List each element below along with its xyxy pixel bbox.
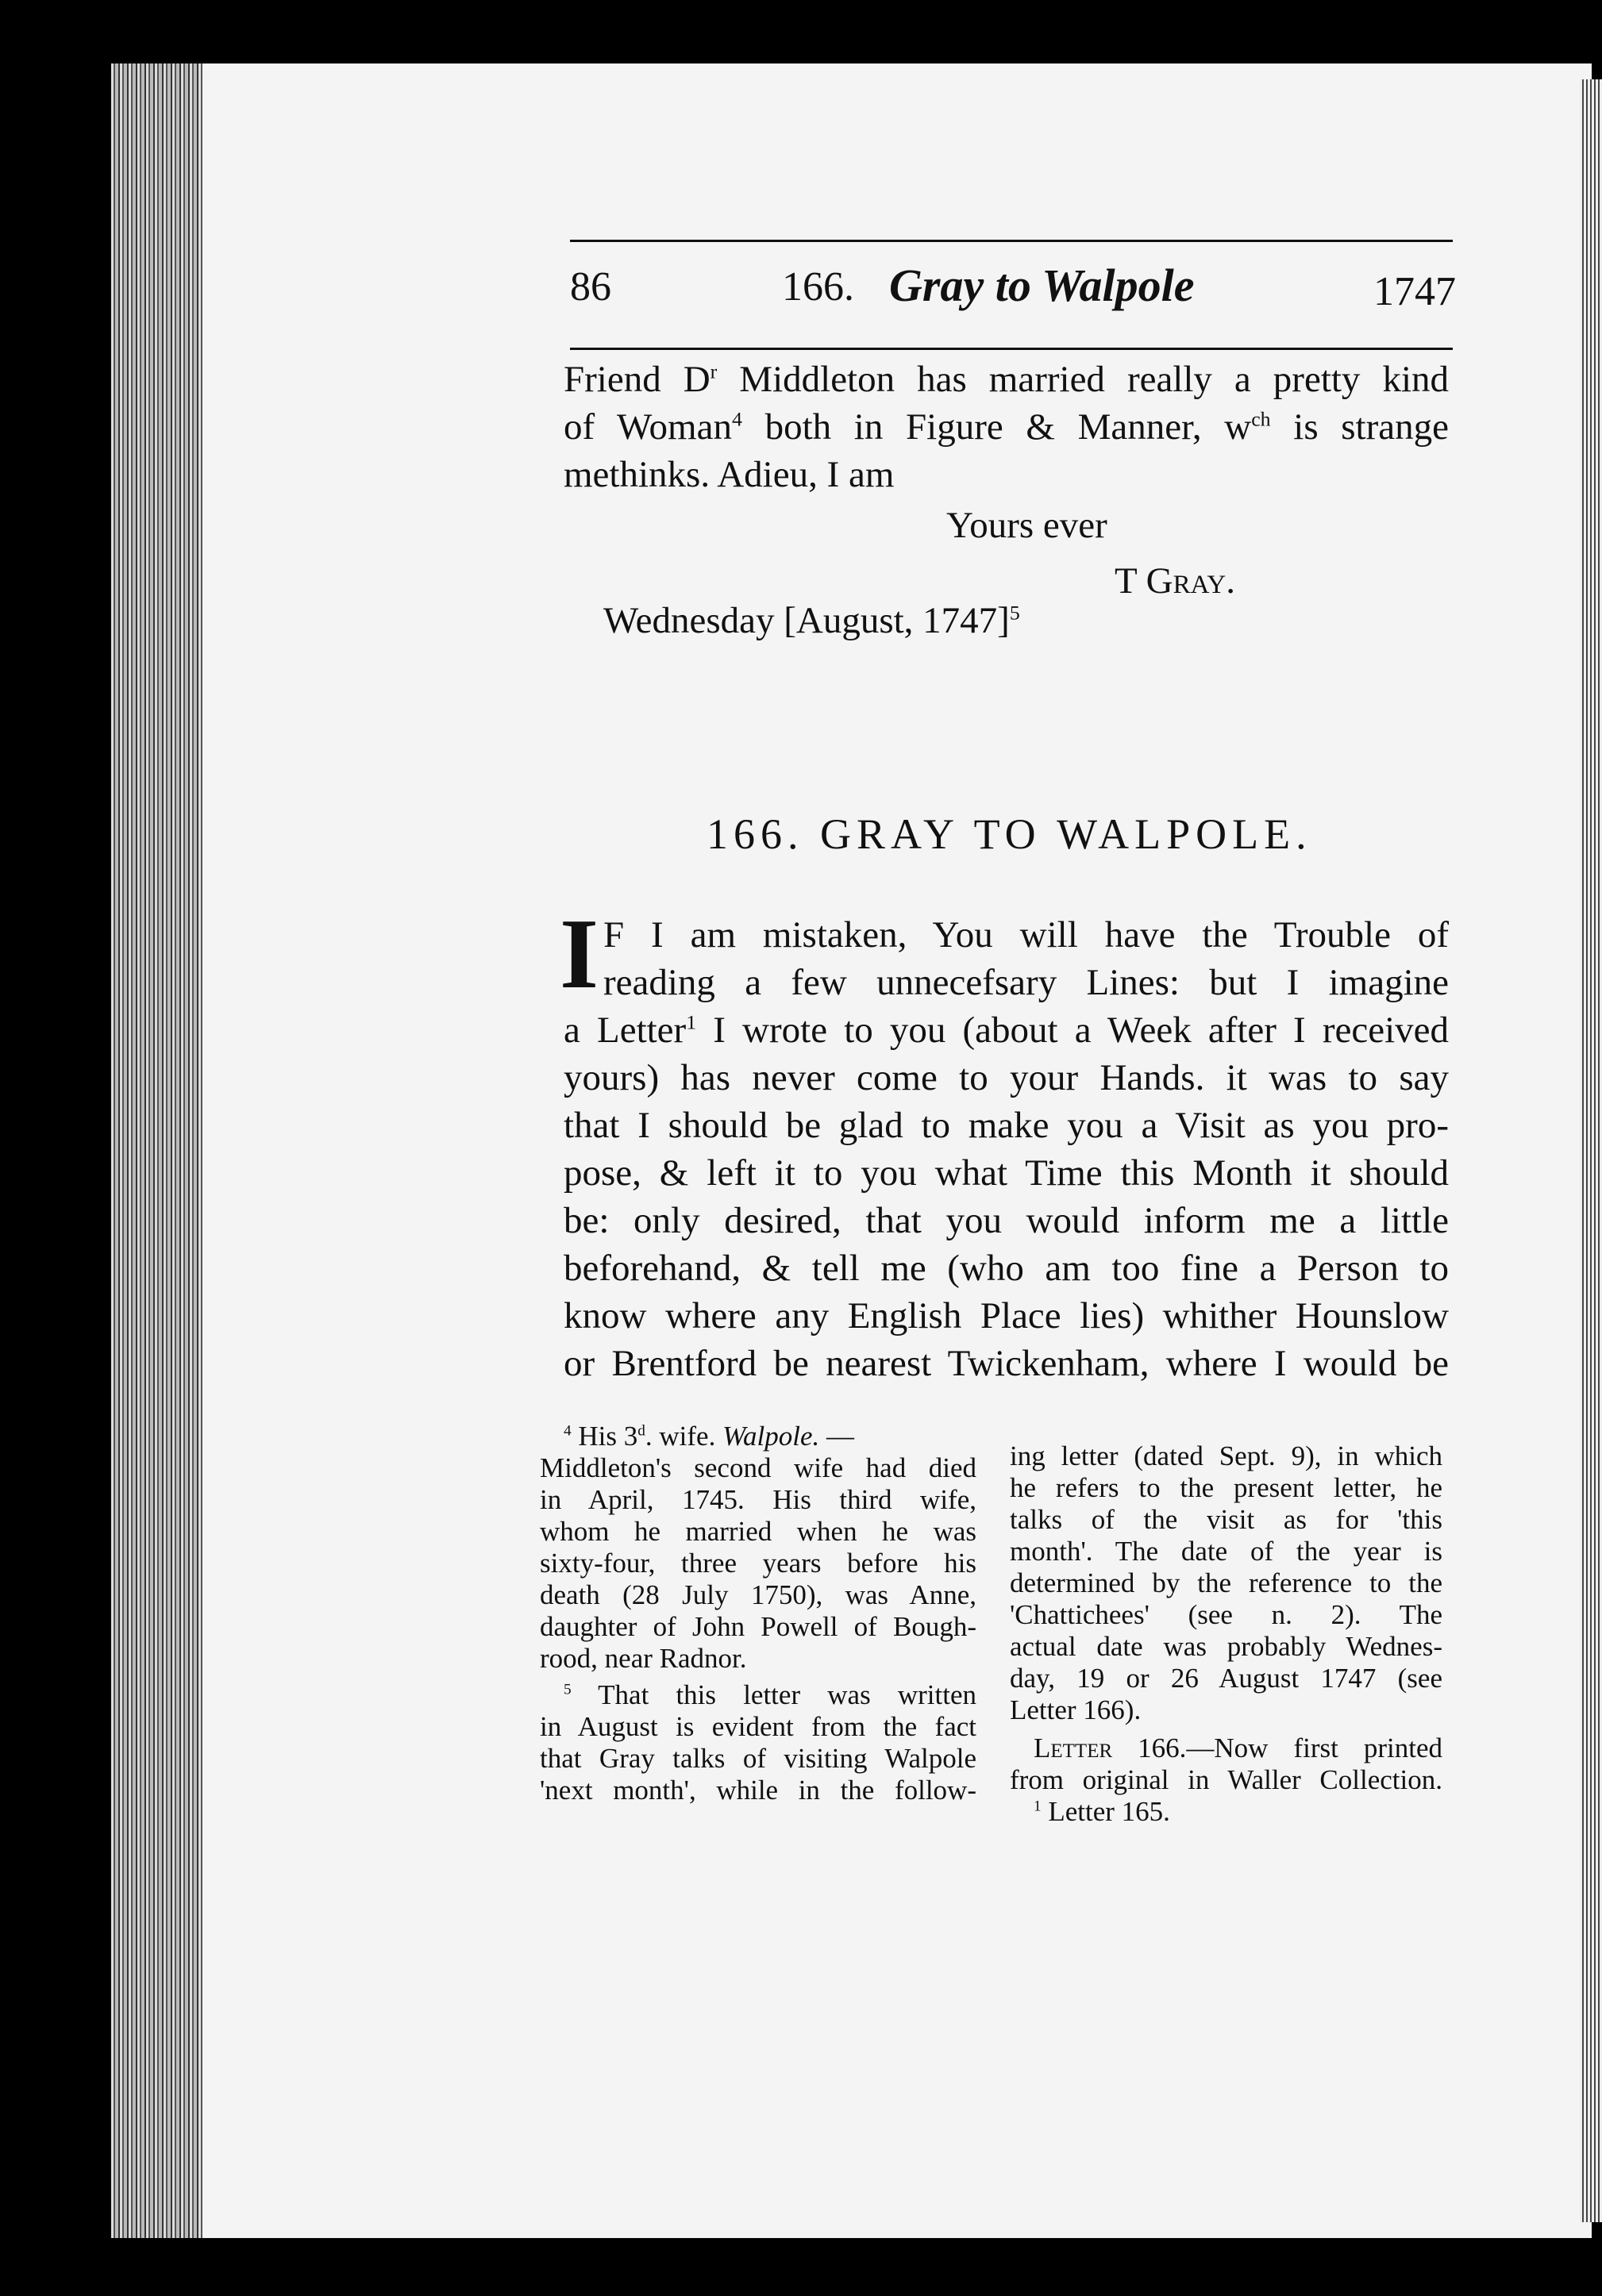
footnote-line: rood, near Radnor. bbox=[540, 1643, 747, 1674]
footnote-line: day, 19 or 26 August 1747 (see bbox=[1010, 1663, 1442, 1694]
footnote-line: Letter 166). bbox=[1010, 1694, 1142, 1725]
text-line: methinks. Adieu, I am bbox=[564, 454, 895, 495]
text-line: yours) has never come to your Hands. it was to say bbox=[564, 1057, 1449, 1098]
footnote-line: that Gray talks of visiting Walpole bbox=[540, 1743, 976, 1774]
text-line: reading a few unnecefsary Lines: but I imagine bbox=[603, 962, 1449, 1003]
footnote-line: sixty-four, three years before his bbox=[540, 1548, 976, 1579]
footnote-line: in August is evident from the fact bbox=[540, 1711, 976, 1742]
footnote-line: Middleton's second wife had died bbox=[540, 1452, 976, 1483]
header-top-rule bbox=[570, 240, 1453, 242]
text-line: pose, & left it to you what Time this Month it should bbox=[564, 1152, 1449, 1194]
footnote-line: 'next month', while in the follow- bbox=[540, 1775, 976, 1806]
text-line: of Woman$^4$ both in Figure & Manner, $w^{ch}$ is strange bbox=[564, 406, 1449, 448]
running-head-year: 1747 bbox=[1373, 269, 1456, 314]
footnote-line: ing letter (dated Sept. 9), in which bbox=[1010, 1440, 1442, 1471]
footnote-ref-4: 4 bbox=[731, 407, 742, 431]
text-line: Friend $D^r$ Middleton has married really a pretty kind bbox=[564, 359, 1450, 400]
letter-date: Wednesday [August, 1747]$^5$ bbox=[603, 600, 1020, 641]
footnote-line: 'Chattichees' (see n. 2). The bbox=[1010, 1599, 1442, 1630]
closing: Yours ever bbox=[946, 505, 1107, 546]
footnote-4: $^4$ His 3$^d$. wife. Walpole. — bbox=[564, 1421, 855, 1452]
running-head-title: Gray to Walpole bbox=[889, 260, 1195, 311]
text-line: or Brentford be nearest Twickenham, where I would be bbox=[564, 1343, 1449, 1384]
book-page-edges bbox=[111, 63, 214, 2238]
footnote-line: actual date was probably Wednes- bbox=[1010, 1631, 1442, 1662]
footnotes-right bbox=[1010, 1440, 1442, 1828]
footnotes-left bbox=[540, 1421, 976, 1806]
text-line: know where any English Place lies) whither Hounslow bbox=[564, 1295, 1449, 1336]
running-head-number: 166. bbox=[782, 264, 854, 310]
footnote-line: in April, 1745. His third wife, bbox=[540, 1484, 976, 1515]
text-line: that I should be glad to make you a Visit as you pro- bbox=[564, 1105, 1449, 1146]
page-number: 86 bbox=[570, 264, 611, 310]
signature: T Gray. bbox=[1115, 560, 1235, 602]
footnote-line: death (28 July 1750), was Anne, bbox=[540, 1579, 976, 1610]
text-line: be: only desired, that you would inform me a little bbox=[564, 1200, 1449, 1241]
footnote-line: whom he married when he was bbox=[540, 1516, 976, 1547]
previous-letter-ending bbox=[564, 356, 1449, 498]
footnote-ref-5: 5 bbox=[1009, 601, 1020, 625]
footnote-5: $^5$ That this letter was written bbox=[564, 1679, 976, 1710]
letter-title: 166. GRAY TO WALPOLE. bbox=[707, 810, 1312, 858]
footnote-1: $^1$ Letter 165. bbox=[1034, 1796, 1170, 1827]
footnote-line: determined by the reference to the bbox=[1010, 1567, 1442, 1598]
letter-note: Letter 166.—Now first printed bbox=[1034, 1733, 1442, 1763]
text-line: F I am mistaken, You will have the Trouble of bbox=[603, 914, 1449, 956]
footnote-line: daughter of John Powell of Bough- bbox=[540, 1611, 976, 1642]
text-line: a Letter$^1$ I wrote to you (about a Week after I received bbox=[564, 1010, 1449, 1051]
footnote-line: month'. The date of the year is bbox=[1010, 1536, 1442, 1567]
text-line: beforehand, & tell me (who am too fine a Person to bbox=[564, 1248, 1449, 1289]
footnote-line: he refers to the present letter, he bbox=[1010, 1472, 1442, 1503]
footnote-line: from original in Waller Collection. bbox=[1010, 1764, 1442, 1795]
drop-cap: I bbox=[560, 899, 599, 1010]
letter-body bbox=[564, 911, 1449, 1387]
book-right-edge bbox=[1580, 79, 1602, 2222]
footnote-ref-1: 1 bbox=[686, 1010, 697, 1034]
footnote-line: talks of the visit as for 'this bbox=[1010, 1504, 1442, 1535]
header-bottom-rule bbox=[570, 348, 1453, 350]
